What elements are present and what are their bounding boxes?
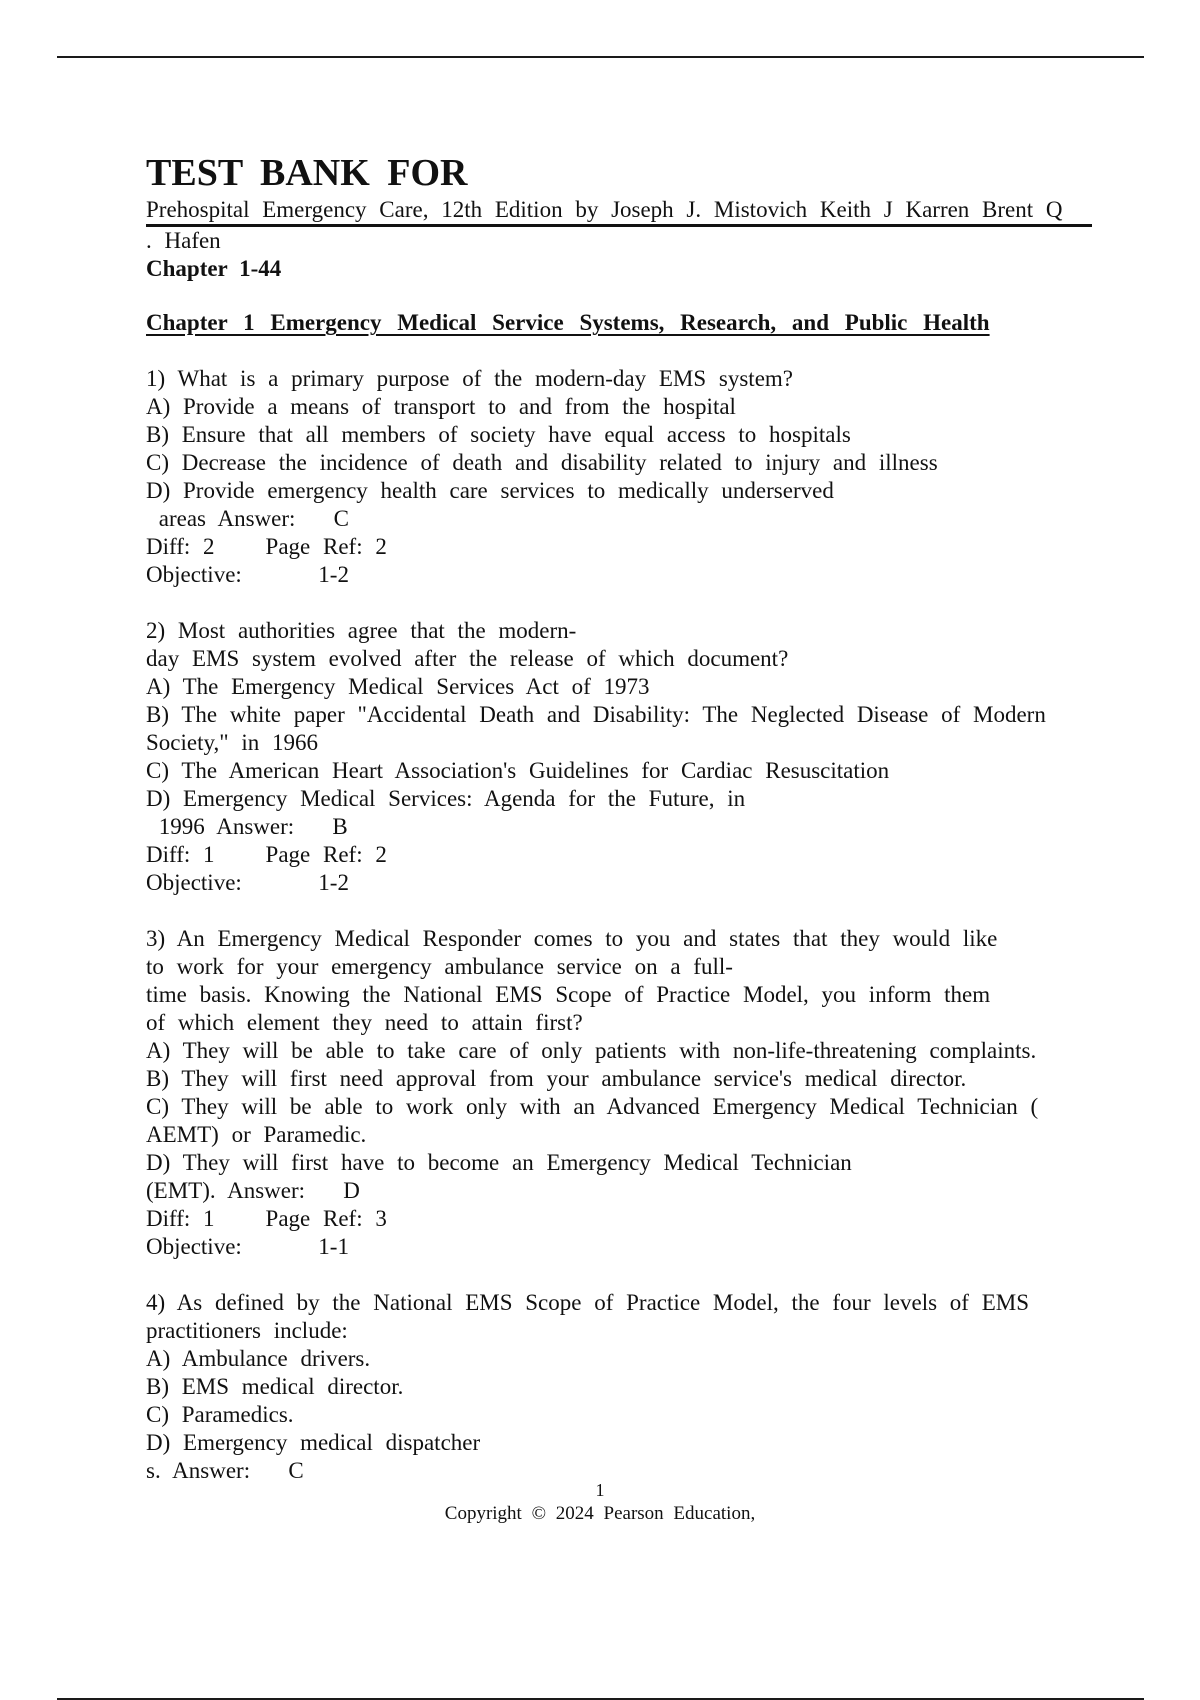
question-line: C) Paramedics. xyxy=(146,1402,294,1427)
objective: Objective: 1-2 xyxy=(146,562,349,587)
diff-page-ref: Diff: 2 Page Ref: 2 xyxy=(146,534,387,559)
document-title: TEST BANK FOR xyxy=(146,152,468,194)
question-line: B) Ensure that all members of society have equal access to hospitals xyxy=(146,422,851,447)
question-line: D) They will first have to become an Emergency Medical Technician xyxy=(146,1150,852,1175)
question-line: A) Provide a means of transport to and from the hospital xyxy=(146,394,736,419)
question-line: C) The American Heart Association's Guidelines for Cardiac Resuscitation xyxy=(146,758,890,783)
question-line: D) Provide emergency health care services to medically underserved xyxy=(146,478,834,503)
diff-page-ref: Diff: 1 Page Ref: 2 xyxy=(146,842,387,867)
answer-line: s. Answer: C xyxy=(146,1458,304,1483)
copyright-notice: Copyright © 2024 Pearson Education, xyxy=(444,1503,756,1524)
question-line: 4) As defined by the National EMS Scope of Practice Model, the four levels of EMS xyxy=(146,1290,1030,1315)
answer-line: (EMT). Answer: D xyxy=(146,1178,360,1203)
question-line: B) They will first need approval from your ambulance service's medical director. xyxy=(146,1066,967,1091)
question-line: B) The white paper "Accidental Death and Disability: The Neglected Disease of Modern xyxy=(146,702,1046,727)
question-line: 3) An Emergency Medical Responder comes to you and states that they would like xyxy=(146,926,998,951)
question-2 xyxy=(146,617,1126,897)
chapter-range: Chapter 1-44 xyxy=(146,256,282,281)
question-4 xyxy=(146,1289,1126,1485)
question-line: day EMS system evolved after the release of which document? xyxy=(146,646,789,671)
question-line: 1) What is a primary purpose of the modern-day EMS system? xyxy=(146,366,793,391)
question-line: A) Ambulance drivers. xyxy=(146,1346,371,1371)
answer-line: areas Answer: C xyxy=(146,506,349,531)
diff-page-ref: Diff: 1 Page Ref: 3 xyxy=(146,1206,387,1231)
question-line: B) EMS medical director. xyxy=(146,1374,404,1399)
objective: Objective: 1-2 xyxy=(146,870,349,895)
question-line: 2) Most authorities agree that the modern- xyxy=(146,618,577,643)
question-line: D) Emergency Medical Services: Agenda for the Future, in xyxy=(146,786,746,811)
question-line: practitioners include: xyxy=(146,1318,348,1343)
question-line: A) The Emergency Medical Services Act of 1973 xyxy=(146,674,650,699)
question-line: C) Decrease the incidence of death and disability related to injury and illness xyxy=(146,450,938,475)
question-line: Society," in 1966 xyxy=(146,730,319,755)
book-subtitle xyxy=(146,196,1136,255)
book-subtitle-line-1: Prehospital Emergency Care, 12th Edition by Joseph J. Mistovich Keith J Karren Brent Q xyxy=(146,196,1092,227)
question-line: of which element they need to attain first? xyxy=(146,1010,583,1035)
answer-line: 1996 Answer: B xyxy=(146,814,348,839)
question-line: time basis. Knowing the National EMS Scope of Practice Model, you inform them xyxy=(146,982,991,1007)
question-line: A) They will be able to take care of only patients with non-life-threatening complaints. xyxy=(146,1038,1037,1063)
objective: Objective: 1-1 xyxy=(146,1234,349,1259)
chapter-heading: Chapter 1 Emergency Medical Service Systems, Research, and Public Health xyxy=(146,310,990,335)
document-body xyxy=(146,150,1126,1485)
page-number: 1 xyxy=(595,1480,605,1500)
question-line: C) They will be able to work only with an Advanced Emergency Medical Technician ( xyxy=(146,1094,1039,1119)
question-3 xyxy=(146,925,1126,1261)
top-rule xyxy=(57,56,1144,58)
question-1 xyxy=(146,365,1126,589)
book-subtitle-line-2: . Hafen xyxy=(146,228,221,253)
question-line: D) Emergency medical dispatcher xyxy=(146,1430,481,1455)
question-line: to work for your emergency ambulance service on a full- xyxy=(146,954,733,979)
question-line: AEMT) or Paramedic. xyxy=(146,1122,367,1147)
